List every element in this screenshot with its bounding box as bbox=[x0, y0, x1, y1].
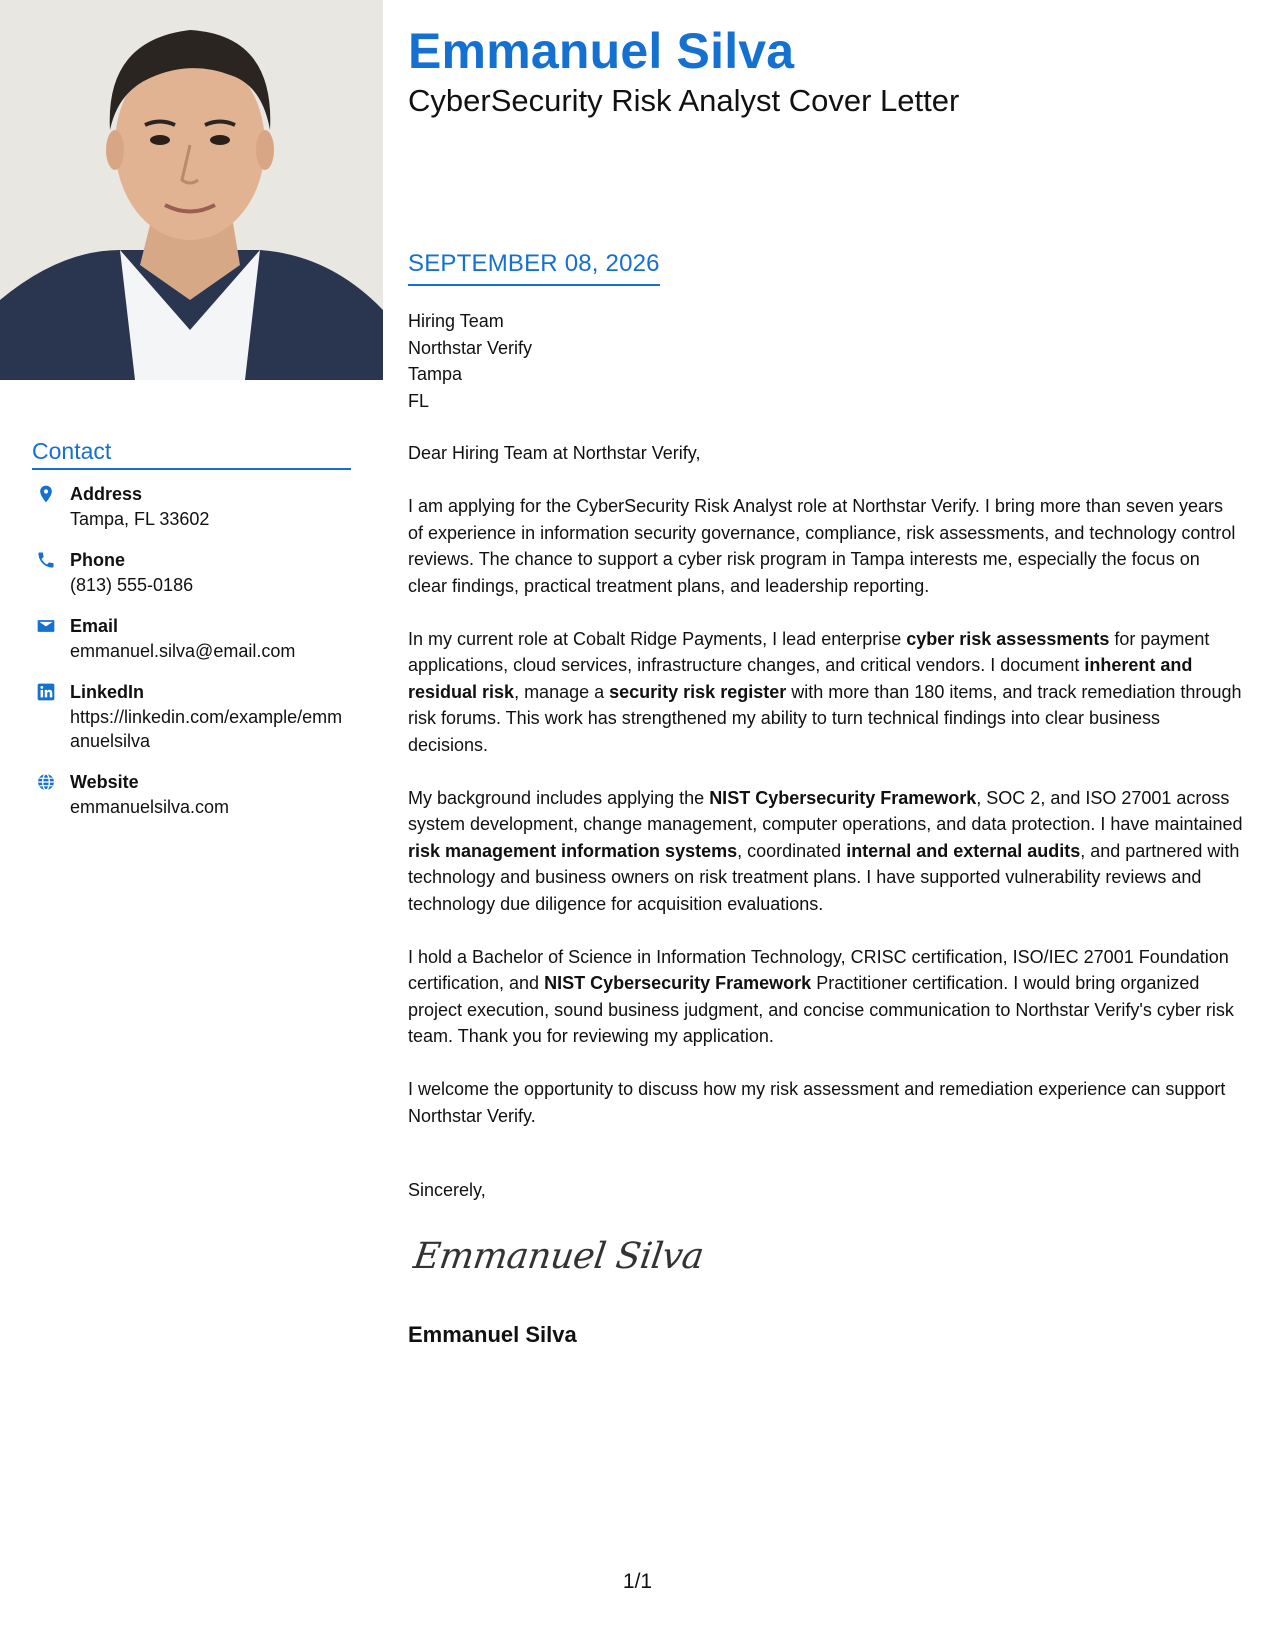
recipient-block bbox=[408, 308, 532, 414]
contact-value: (813) 555-0186 bbox=[70, 575, 194, 595]
letter-date: SEPTEMBER 08, 2026 bbox=[408, 250, 660, 286]
envelope-icon bbox=[36, 616, 56, 636]
contact-phone bbox=[32, 548, 352, 597]
recipient-line: Northstar Verify bbox=[408, 337, 533, 358]
contact-email bbox=[32, 614, 352, 663]
contact-value[interactable]: emmanuelsilva.com bbox=[70, 797, 230, 817]
bold-phrase: internal and external audits bbox=[846, 840, 1081, 861]
profile-photo bbox=[0, 0, 383, 380]
contact-heading: Contact bbox=[32, 438, 351, 470]
contact-label: LinkedIn bbox=[70, 682, 145, 702]
letter-closing: Sincerely, bbox=[408, 1180, 486, 1200]
letter-paragraph bbox=[408, 493, 1243, 599]
globe-icon bbox=[36, 772, 56, 792]
recipient-line: Hiring Team bbox=[408, 311, 504, 331]
letter-body bbox=[408, 440, 1243, 1156]
phone-icon bbox=[36, 550, 56, 570]
bold-phrase: security risk register bbox=[609, 681, 787, 702]
text-run: with more than 180 items, and track remediation through risk forums. This work has strengthened my ability to turn technical findings into clear business decisions. bbox=[408, 681, 1242, 755]
recipient-line: FL bbox=[408, 390, 430, 411]
portrait-illustration bbox=[0, 0, 383, 380]
text-run: In my current role at Cobalt Ridge Payments, I lead enterprise bbox=[408, 628, 907, 649]
contact-label: Address bbox=[70, 484, 143, 504]
contact-label: Email bbox=[70, 616, 119, 636]
bold-phrase: NIST Cybersecurity Framework bbox=[544, 973, 812, 993]
bold-phrase: inherent and residual risk bbox=[408, 655, 1193, 702]
letter-paragraph bbox=[408, 626, 1243, 759]
text-run: I welcome the opportunity to discuss how my risk assessment and remediation experience can support Northstar Verify. bbox=[408, 1079, 1226, 1126]
document-subtitle: CyberSecurity Risk Analyst Cover Letter bbox=[408, 83, 960, 118]
letter-greeting: Dear Hiring Team at Northstar Verify, bbox=[408, 443, 701, 463]
contact-label: Website bbox=[70, 772, 139, 792]
text-run: I am applying for the CyberSecurity Risk Analyst role at Northstar Verify. I bring more than seven years of experience in information security governance, compliance, risk assessments, and technology control reviews. The chance to support a cyber risk program in Tampa interests me, especially the focus on clear findings, practical treatment plans, and leadership reporting. bbox=[408, 496, 1236, 596]
location-pin-icon bbox=[36, 484, 56, 504]
text-run: , SOC 2, and ISO 27001 across system development, change management, computer operations, and data protection. I have maintained bbox=[408, 787, 1243, 834]
contact-label: Phone bbox=[70, 550, 126, 570]
contact-linkedin bbox=[32, 680, 352, 753]
bold-phrase: cyber risk assessments bbox=[906, 628, 1110, 649]
text-run: Practitioner certification. I would bring organized project execution, sound business judgment, and concise communication to Northstar Verify's cyber risk team. Thank you for reviewing my application. bbox=[408, 973, 1234, 1046]
text-run: for payment applications, cloud services, infrastructure changes, and critical vendors. I document bbox=[408, 628, 1210, 675]
candidate-name: Emmanuel Silva bbox=[408, 23, 795, 79]
contact-value[interactable]: https://linkedin.com/example/emmanuelsilva bbox=[70, 707, 343, 751]
text-run: , manage a bbox=[514, 681, 610, 702]
letter-paragraph bbox=[408, 1076, 1243, 1129]
letter-paragraph bbox=[408, 785, 1243, 918]
text-run: , and partnered with technology and business owners on risk treatment plans. I have supported vulnerability reviews and technology due diligence for acquisition evaluations. bbox=[408, 840, 1240, 914]
contact-value: Tampa, FL 33602 bbox=[70, 509, 210, 529]
recipient-line: Tampa bbox=[408, 364, 463, 384]
text-run: , coordinated bbox=[737, 840, 847, 861]
letter-paragraphs bbox=[408, 493, 1243, 1129]
page-number: 1/1 bbox=[622, 1570, 653, 1593]
letter-paragraph bbox=[408, 944, 1243, 1050]
contact-value[interactable]: emmanuel.silva@email.com bbox=[70, 641, 296, 661]
contact-website bbox=[32, 770, 352, 819]
bold-phrase: risk management information systems bbox=[408, 840, 738, 861]
bold-phrase: NIST Cybersecurity Framework bbox=[709, 787, 977, 808]
contact-address bbox=[32, 482, 352, 531]
handwritten-signature: Emmanuel Silva bbox=[411, 1236, 707, 1277]
text-run: My background includes applying the bbox=[408, 787, 710, 808]
text-run: I hold a Bachelor of Science in Information Technology, CRISC certification, ISO/IEC 27001 Foundation certification, and bbox=[408, 946, 1229, 993]
contact-list bbox=[32, 482, 352, 836]
linkedin-icon bbox=[36, 682, 56, 702]
signed-name: Emmanuel Silva bbox=[408, 1322, 577, 1347]
